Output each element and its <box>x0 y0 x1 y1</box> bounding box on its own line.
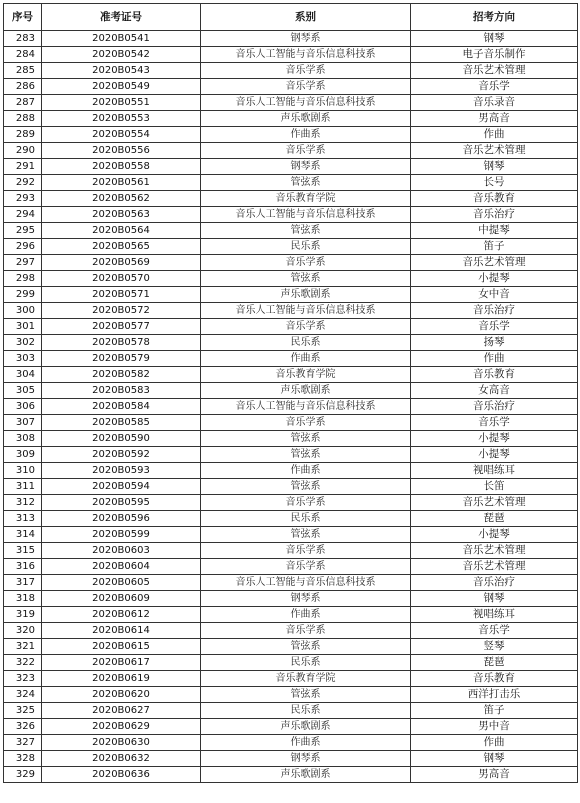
table-row <box>4 335 578 351</box>
row-exam-id: 2020B0551 <box>42 95 201 111</box>
row-index: 318 <box>4 591 42 607</box>
table-row <box>4 223 578 239</box>
row-exam-id: 2020B0599 <box>42 527 201 543</box>
row-direction: 男中音 <box>411 719 578 735</box>
row-direction: 笛子 <box>411 703 578 719</box>
row-exam-id: 2020B0583 <box>42 383 201 399</box>
row-exam-id: 2020B0585 <box>42 415 201 431</box>
header-department: 系别 <box>201 4 411 31</box>
row-department: 作曲系 <box>201 607 411 623</box>
table-row <box>4 63 578 79</box>
row-index: 294 <box>4 207 42 223</box>
table-row <box>4 591 578 607</box>
row-direction: 作曲 <box>411 351 578 367</box>
table-row <box>4 431 578 447</box>
row-direction: 钢琴 <box>411 591 578 607</box>
row-index: 284 <box>4 47 42 63</box>
row-exam-id: 2020B0590 <box>42 431 201 447</box>
row-index: 306 <box>4 399 42 415</box>
row-department: 作曲系 <box>201 463 411 479</box>
admission-table <box>3 3 578 783</box>
row-index: 316 <box>4 559 42 575</box>
row-direction: 钢琴 <box>411 31 578 47</box>
row-exam-id: 2020B0554 <box>42 127 201 143</box>
row-department: 音乐人工智能与音乐信息科技系 <box>201 47 411 63</box>
row-index: 328 <box>4 751 42 767</box>
row-direction: 男高音 <box>411 111 578 127</box>
row-department: 音乐教育学院 <box>201 367 411 383</box>
row-index: 302 <box>4 335 42 351</box>
table-row <box>4 687 578 703</box>
row-direction: 作曲 <box>411 127 578 143</box>
table-row <box>4 127 578 143</box>
row-index: 314 <box>4 527 42 543</box>
row-department: 音乐学系 <box>201 319 411 335</box>
row-department: 管弦系 <box>201 271 411 287</box>
row-department: 音乐学系 <box>201 559 411 575</box>
row-exam-id: 2020B0542 <box>42 47 201 63</box>
row-exam-id: 2020B0564 <box>42 223 201 239</box>
table-row <box>4 447 578 463</box>
row-exam-id: 2020B0614 <box>42 623 201 639</box>
row-direction: 音乐录音 <box>411 95 578 111</box>
row-direction: 男高音 <box>411 767 578 783</box>
row-department: 音乐教育学院 <box>201 671 411 687</box>
table-row <box>4 319 578 335</box>
row-direction: 音乐艺术管理 <box>411 559 578 575</box>
row-department: 声乐歌剧系 <box>201 287 411 303</box>
row-index: 319 <box>4 607 42 623</box>
row-department: 音乐学系 <box>201 495 411 511</box>
row-direction: 女中音 <box>411 287 578 303</box>
row-department: 音乐学系 <box>201 79 411 95</box>
row-direction: 小提琴 <box>411 447 578 463</box>
row-index: 320 <box>4 623 42 639</box>
table-row <box>4 527 578 543</box>
row-index: 310 <box>4 463 42 479</box>
row-index: 287 <box>4 95 42 111</box>
row-direction: 音乐艺术管理 <box>411 143 578 159</box>
table-row <box>4 655 578 671</box>
table-row <box>4 511 578 527</box>
row-exam-id: 2020B0595 <box>42 495 201 511</box>
row-direction: 音乐艺术管理 <box>411 495 578 511</box>
row-department: 管弦系 <box>201 447 411 463</box>
row-department: 钢琴系 <box>201 31 411 47</box>
table-row <box>4 143 578 159</box>
row-department: 管弦系 <box>201 479 411 495</box>
row-department: 音乐人工智能与音乐信息科技系 <box>201 95 411 111</box>
row-index: 326 <box>4 719 42 735</box>
row-index: 289 <box>4 127 42 143</box>
row-direction: 作曲 <box>411 735 578 751</box>
table-row <box>4 735 578 751</box>
row-exam-id: 2020B0603 <box>42 543 201 559</box>
row-index: 323 <box>4 671 42 687</box>
row-department: 音乐学系 <box>201 63 411 79</box>
row-exam-id: 2020B0609 <box>42 591 201 607</box>
table-row <box>4 559 578 575</box>
table-row <box>4 191 578 207</box>
row-direction: 音乐教育 <box>411 191 578 207</box>
row-department: 管弦系 <box>201 175 411 191</box>
table-row <box>4 303 578 319</box>
row-index: 311 <box>4 479 42 495</box>
row-department: 管弦系 <box>201 687 411 703</box>
table-row <box>4 31 578 47</box>
row-direction: 琵琶 <box>411 655 578 671</box>
row-department: 音乐学系 <box>201 143 411 159</box>
table-row <box>4 671 578 687</box>
row-index: 298 <box>4 271 42 287</box>
table-row <box>4 79 578 95</box>
row-exam-id: 2020B0593 <box>42 463 201 479</box>
row-index: 296 <box>4 239 42 255</box>
table-row <box>4 399 578 415</box>
row-direction: 音乐学 <box>411 79 578 95</box>
row-direction: 小提琴 <box>411 431 578 447</box>
row-direction: 音乐治疗 <box>411 575 578 591</box>
table-row <box>4 415 578 431</box>
row-direction: 音乐学 <box>411 623 578 639</box>
table-row <box>4 575 578 591</box>
table-row <box>4 623 578 639</box>
header-exam-id: 准考证号 <box>42 4 201 31</box>
row-exam-id: 2020B0572 <box>42 303 201 319</box>
row-exam-id: 2020B0561 <box>42 175 201 191</box>
table-row <box>4 287 578 303</box>
row-department: 民乐系 <box>201 335 411 351</box>
table-row <box>4 351 578 367</box>
row-direction: 琵琶 <box>411 511 578 527</box>
row-direction: 竖琴 <box>411 639 578 655</box>
row-direction: 钢琴 <box>411 751 578 767</box>
table-row <box>4 239 578 255</box>
row-department: 钢琴系 <box>201 591 411 607</box>
row-direction: 西洋打击乐 <box>411 687 578 703</box>
row-department: 管弦系 <box>201 527 411 543</box>
row-exam-id: 2020B0594 <box>42 479 201 495</box>
row-exam-id: 2020B0571 <box>42 287 201 303</box>
row-exam-id: 2020B0556 <box>42 143 201 159</box>
row-index: 327 <box>4 735 42 751</box>
row-department: 作曲系 <box>201 351 411 367</box>
header-direction: 招考方向 <box>411 4 578 31</box>
row-direction: 音乐治疗 <box>411 399 578 415</box>
table-row <box>4 767 578 783</box>
table-row <box>4 271 578 287</box>
row-department: 音乐人工智能与音乐信息科技系 <box>201 575 411 591</box>
row-exam-id: 2020B0558 <box>42 159 201 175</box>
row-exam-id: 2020B0577 <box>42 319 201 335</box>
row-department: 音乐教育学院 <box>201 191 411 207</box>
row-index: 293 <box>4 191 42 207</box>
row-department: 管弦系 <box>201 431 411 447</box>
row-direction: 音乐治疗 <box>411 207 578 223</box>
row-exam-id: 2020B0615 <box>42 639 201 655</box>
row-exam-id: 2020B0541 <box>42 31 201 47</box>
row-exam-id: 2020B0579 <box>42 351 201 367</box>
row-exam-id: 2020B0569 <box>42 255 201 271</box>
row-exam-id: 2020B0605 <box>42 575 201 591</box>
row-index: 313 <box>4 511 42 527</box>
row-index: 283 <box>4 31 42 47</box>
row-exam-id: 2020B0619 <box>42 671 201 687</box>
table-row <box>4 95 578 111</box>
table-row <box>4 639 578 655</box>
row-exam-id: 2020B0565 <box>42 239 201 255</box>
row-exam-id: 2020B0627 <box>42 703 201 719</box>
row-index: 304 <box>4 367 42 383</box>
row-exam-id: 2020B0563 <box>42 207 201 223</box>
table-row <box>4 383 578 399</box>
row-exam-id: 2020B0629 <box>42 719 201 735</box>
row-department: 民乐系 <box>201 655 411 671</box>
table-body <box>4 31 578 783</box>
table-row <box>4 463 578 479</box>
row-exam-id: 2020B0632 <box>42 751 201 767</box>
row-department: 音乐学系 <box>201 415 411 431</box>
row-exam-id: 2020B0543 <box>42 63 201 79</box>
row-index: 288 <box>4 111 42 127</box>
row-exam-id: 2020B0596 <box>42 511 201 527</box>
row-direction: 扬琴 <box>411 335 578 351</box>
row-department: 声乐歌剧系 <box>201 719 411 735</box>
table-row <box>4 719 578 735</box>
row-exam-id: 2020B0553 <box>42 111 201 127</box>
row-direction: 视唱练耳 <box>411 607 578 623</box>
row-exam-id: 2020B0612 <box>42 607 201 623</box>
row-exam-id: 2020B0620 <box>42 687 201 703</box>
row-index: 317 <box>4 575 42 591</box>
row-department: 民乐系 <box>201 703 411 719</box>
row-index: 324 <box>4 687 42 703</box>
row-index: 301 <box>4 319 42 335</box>
row-index: 290 <box>4 143 42 159</box>
row-department: 音乐人工智能与音乐信息科技系 <box>201 399 411 415</box>
row-department: 管弦系 <box>201 639 411 655</box>
table-row <box>4 543 578 559</box>
row-index: 305 <box>4 383 42 399</box>
row-direction: 音乐治疗 <box>411 303 578 319</box>
row-department: 作曲系 <box>201 735 411 751</box>
row-index: 295 <box>4 223 42 239</box>
row-exam-id: 2020B0592 <box>42 447 201 463</box>
row-exam-id: 2020B0582 <box>42 367 201 383</box>
row-department: 声乐歌剧系 <box>201 767 411 783</box>
table-row <box>4 159 578 175</box>
table-row <box>4 175 578 191</box>
table-row <box>4 607 578 623</box>
row-department: 音乐学系 <box>201 255 411 271</box>
row-department: 音乐学系 <box>201 623 411 639</box>
row-index: 322 <box>4 655 42 671</box>
row-index: 325 <box>4 703 42 719</box>
row-department: 音乐学系 <box>201 543 411 559</box>
table-row <box>4 47 578 63</box>
row-index: 299 <box>4 287 42 303</box>
row-index: 292 <box>4 175 42 191</box>
row-department: 钢琴系 <box>201 751 411 767</box>
row-direction: 音乐艺术管理 <box>411 63 578 79</box>
row-index: 297 <box>4 255 42 271</box>
row-direction: 女高音 <box>411 383 578 399</box>
row-direction: 中提琴 <box>411 223 578 239</box>
row-department: 作曲系 <box>201 127 411 143</box>
row-index: 286 <box>4 79 42 95</box>
row-department: 民乐系 <box>201 511 411 527</box>
table-row <box>4 751 578 767</box>
row-direction: 钢琴 <box>411 159 578 175</box>
row-index: 303 <box>4 351 42 367</box>
row-direction: 小提琴 <box>411 271 578 287</box>
table-row <box>4 255 578 271</box>
row-exam-id: 2020B0562 <box>42 191 201 207</box>
table-row <box>4 207 578 223</box>
row-department: 声乐歌剧系 <box>201 383 411 399</box>
row-department: 音乐人工智能与音乐信息科技系 <box>201 207 411 223</box>
table-header <box>4 4 578 31</box>
row-index: 308 <box>4 431 42 447</box>
header-row <box>4 4 578 31</box>
row-index: 309 <box>4 447 42 463</box>
table-row <box>4 703 578 719</box>
row-index: 321 <box>4 639 42 655</box>
row-exam-id: 2020B0584 <box>42 399 201 415</box>
table-row <box>4 367 578 383</box>
row-index: 307 <box>4 415 42 431</box>
row-index: 291 <box>4 159 42 175</box>
row-exam-id: 2020B0617 <box>42 655 201 671</box>
row-direction: 音乐学 <box>411 415 578 431</box>
row-direction: 电子音乐制作 <box>411 47 578 63</box>
row-direction: 音乐艺术管理 <box>411 543 578 559</box>
row-index: 315 <box>4 543 42 559</box>
row-direction: 笛子 <box>411 239 578 255</box>
row-department: 声乐歌剧系 <box>201 111 411 127</box>
row-direction: 音乐教育 <box>411 671 578 687</box>
row-exam-id: 2020B0636 <box>42 767 201 783</box>
row-direction: 音乐艺术管理 <box>411 255 578 271</box>
row-index: 300 <box>4 303 42 319</box>
row-department: 管弦系 <box>201 223 411 239</box>
row-index: 285 <box>4 63 42 79</box>
row-direction: 长笛 <box>411 479 578 495</box>
table-row <box>4 495 578 511</box>
row-exam-id: 2020B0604 <box>42 559 201 575</box>
row-direction: 长号 <box>411 175 578 191</box>
row-direction: 小提琴 <box>411 527 578 543</box>
row-index: 312 <box>4 495 42 511</box>
row-exam-id: 2020B0570 <box>42 271 201 287</box>
row-direction: 音乐学 <box>411 319 578 335</box>
table-row <box>4 111 578 127</box>
row-exam-id: 2020B0578 <box>42 335 201 351</box>
row-department: 民乐系 <box>201 239 411 255</box>
table-row <box>4 479 578 495</box>
row-direction: 视唱练耳 <box>411 463 578 479</box>
row-direction: 音乐教育 <box>411 367 578 383</box>
row-index: 329 <box>4 767 42 783</box>
row-department: 钢琴系 <box>201 159 411 175</box>
row-department: 音乐人工智能与音乐信息科技系 <box>201 303 411 319</box>
row-exam-id: 2020B0630 <box>42 735 201 751</box>
row-exam-id: 2020B0549 <box>42 79 201 95</box>
header-index: 序号 <box>4 4 42 31</box>
admission-list-sheet <box>3 3 577 783</box>
